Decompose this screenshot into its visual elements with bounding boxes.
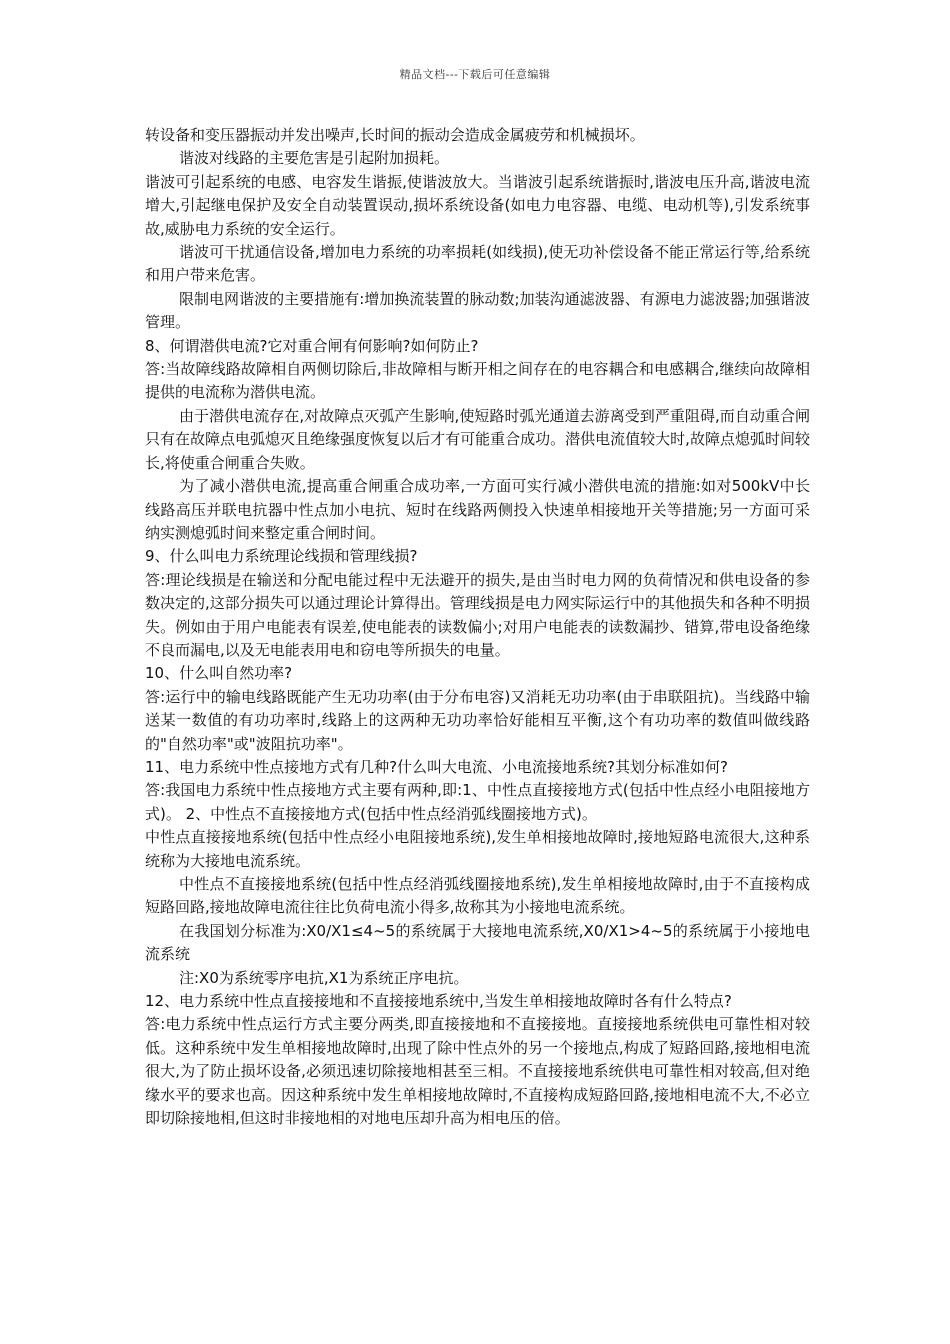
document-body	[145, 124, 810, 1130]
paragraph: 转设备和变压器振动并发出噪声,长时间的振动会造成金属疲劳和机械损坏。	[145, 126, 645, 144]
question-heading: 10、什么叫自然功率?	[145, 664, 293, 683]
question-heading: 8、何谓潜供电流?它对重合闸有何影响?如何防止?	[145, 336, 479, 355]
paragraph: 由于潜供电流存在,对故障点灭弧产生影响,使短路时弧光通道去游离受到严重阻碍,而自动重合闸只有在故障点电弧熄灭且绝缘强度恢复以后才有可能重合成功。潜供电流值较大时,故障点熄弧时间较长,将使重合闸重合失败。	[145, 406, 810, 472]
paragraph: 谐波可干扰通信设备,增加电力系统的功率损耗(如线损),使无功补偿设备不能正常运行等,给系统和用户带来危害。	[145, 243, 810, 285]
answer-paragraph: 答:理论线损是在输送和分配电能过程中无法避开的损失,是由当时电力网的负荷情况和供电设备的参数决定的,这部分损失可以通过理论计算得出。管理线损是电力网实际运行中的其他损失和各种不明损失。例如由于用户电能表有误差,使电能表的读数偏小;对用户电能表的读数漏抄、错算,带电设备绝缘不良而漏电,以及无电能表用电和窃电等所损失的电量。	[145, 570, 810, 659]
paragraph: 谐波对线路的主要危害是引起附加损耗。	[179, 149, 450, 168]
paragraph: 中性点不直接接地系统(包括中性点经消弧线圈接地系统),发生单相接地故障时,由于不直接构成短路回路,接地故障电流往往比负荷电流小得多,故称其为小接地电流系统。	[145, 875, 810, 917]
answer-paragraph: 答:运行中的输电线路既能产生无功功率(由于分布电容)又消耗无功功率(由于串联阻抗)。当线路中输送某一数值的有功功率时,线路上的这两种无功功率恰好能相互平衡,这个有功功率的数值叫做线路的"自然功率"或"波阻抗功率"。	[145, 687, 810, 753]
paragraph: 为了减小潜供电流,提高重合闸重合成功率,一方面可实行减小潜供电流的措施:如对500kV中长线路高压并联电抗器中性点加小电抗、短时在线路两侧投入快速单相接地开关等措施;另一方面可采纳实测熄弧时间来整定重合闸时间。	[145, 477, 810, 542]
paragraph: 限制电网谐波的主要措施有:增加换流装置的脉动数;加装沟通滤波器、有源电力滤波器;加强谐波管理。	[145, 289, 810, 332]
paragraph: 在我国划分标准为:X0/X1≤4~5的系统属于大接地电流系统,X0/X1>4~5的系统属于小接地电流系统	[145, 921, 810, 964]
note-paragraph: 注:X0为系统零序电抗,X1为系统正序电抗。	[179, 968, 469, 987]
question-heading: 11、电力系统中性点接地方式有几种?什么叫大电流、小电流接地系统?其划分标准如何?	[145, 757, 728, 776]
paragraph: 中性点直接接地系统(包括中性点经小电阻接地系统),发生单相接地故障时,接地短路电流很大,这种系统称为大接地电流系统。	[145, 828, 810, 870]
paragraph: 谐波可引起系统的电感、电容发生谐振,使谐波放大。当谐波引起系统谐振时,谐波电压升高,谐波电流增大,引起继电保护及安全自动装置误动,损坏系统设备(如电力电容器、电缆、电动机等),引发系统事故,威胁电力系统的安全运行。	[145, 172, 810, 238]
answer-paragraph: 答:当故障线路故障相自两侧切除后,非故障相与断开相之间存在的电容耦合和电感耦合,继续向故障相提供的电流称为潜供电流。	[145, 360, 810, 402]
question-heading: 12、电力系统中性点直接接地和不直接接地系统中,当发生单相接地故障时各有什么特点?	[145, 992, 732, 1011]
answer-paragraph: 答:我国电力系统中性点接地方式主要有两种,即:1、中性点直接接地方式(包括中性点经小电阻接地方式)。 2、中性点不直接接地方式(包括中性点经消弧线圈接地方式)。	[145, 781, 810, 823]
answer-paragraph: 答:电力系统中性点运行方式主要分两类,即直接接地和不直接接地。直接接地系统供电可靠性相对较低。这种系统中发生单相接地故障时,出现了除中性点外的另一个接地点,构成了短路回路,接地相电流很大,为了防止损坏设备,必须迅速切除接地相甚至三相。不直接接地系统供电可靠性相对较高,但对绝缘水平的要求也高。因这种系统中发生单相接地故障时,不直接构成短路回路,接地相电流不大,不必立即切除接地相,但这时非接地相的对地电压却升高为相电压的倍。	[145, 1015, 810, 1128]
page-header: 精品文档---下载后可任意编辑	[399, 68, 551, 81]
question-heading: 9、什么叫电力系统理论线损和管理线损?	[145, 547, 418, 566]
